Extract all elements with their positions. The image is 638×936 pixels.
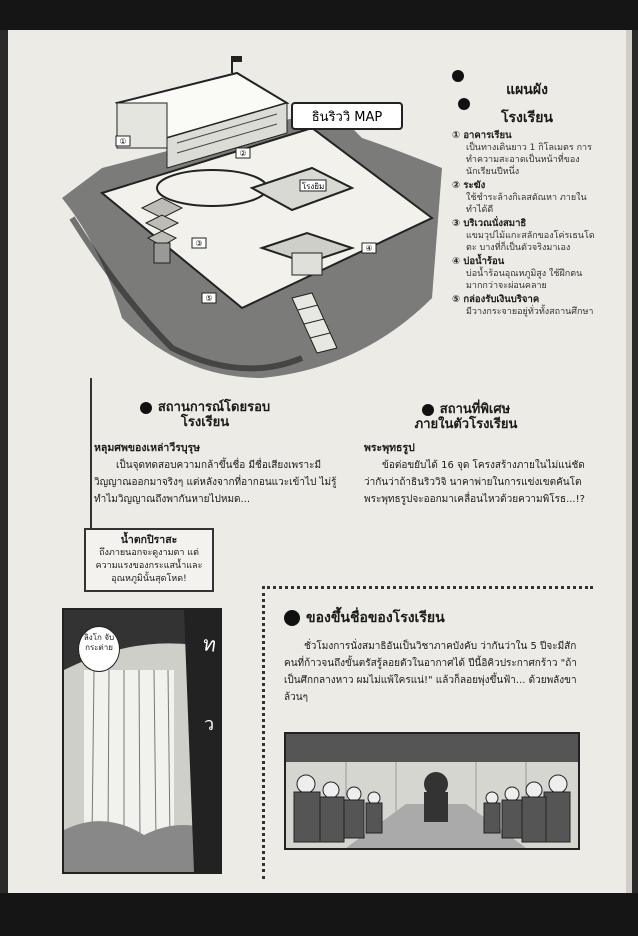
map-pin-5: ⑤ <box>205 294 213 303</box>
map-pin-1: ① <box>119 137 127 146</box>
bullet-icon <box>422 404 434 416</box>
surround-body: เป็นจุดทดสอบความกล้าขึ้นชื่อ มีชื่อเสียงเพราะมีวิญญาณออกมาจริงๆ แต่หลังจากที่อากอนแวะเข้าไป ไม่รู้ทำไมวิญญาณถึงพากันหายไปหมด... <box>94 460 337 505</box>
school-map-legend <box>452 70 602 318</box>
legend-item-desc: แขมวุปไม้แกะสลักของโค่รเธนโดตะ บางที่ก็เป็นตัวจริงมาเอง <box>466 231 595 253</box>
gym-label: โรงยิม <box>301 182 325 191</box>
waterfall-caption <box>84 528 214 592</box>
waterfall-manga-panel <box>62 608 222 874</box>
legend-item-title: ④ บ่อน้ำร้อน <box>452 256 505 267</box>
school-map-illustration <box>62 48 442 388</box>
map-pin-4: ④ <box>365 244 373 253</box>
legend-item-desc: เป็นทางเดินยาว 1 กิโลเมตร การทำความสะอาดเป็นหน้าที่ของนักเรียนปีหนึ่ง <box>466 143 592 177</box>
legend-item <box>452 218 602 254</box>
legend-item <box>452 294 602 318</box>
special-heading <box>356 402 576 432</box>
legend-item-title: ③ บริเวณนั่งสมาธิ <box>452 218 527 229</box>
map-pin-2: ② <box>239 149 247 158</box>
legend-heading <box>452 70 602 126</box>
legend-item <box>452 130 602 178</box>
bullet-icon <box>284 610 300 626</box>
legend-item-title: ② ระฆัง <box>452 180 486 191</box>
bullet-icon <box>458 98 470 110</box>
special-text-block <box>364 440 586 508</box>
top-black-band <box>0 0 638 30</box>
meditation-manga-panel <box>284 732 580 850</box>
famous-heading <box>284 610 524 626</box>
svg-text:ว: ว <box>204 714 215 735</box>
legend-title-line2: โรงเรียน <box>501 110 553 126</box>
special-title-line2: ภายในตัวโรงเรียน <box>414 417 518 432</box>
legend-item-title: ⑤ กล่องรับเงินบริจาค <box>452 294 540 305</box>
special-body: ข้อต่อขยับได้ 16 จุด โครงสร้างภายในไม่แน่ชัด ว่ากันว่าถ้าธินริววิจิ นาคาพ่ายในการแข่งเขตคันโต พระพุทธรูปจะออกมาเคลื่อนไหวด้วยความพิโรธ...!? <box>364 460 585 505</box>
surround-heading <box>100 400 310 430</box>
surround-title-line1: สถานการณ์โดยรอบ <box>157 400 271 415</box>
famous-title: ของขึ้นชื่อของโรงเรียน <box>306 610 445 626</box>
meditation-art <box>286 734 578 848</box>
speech-bubble: ลิงโก จับ กระต่าย <box>78 626 120 672</box>
legend-item-desc: บ่อน้ำร้อนอุณหภูมิสูง ใช้ฝึกตนมากกว่าจะผ่อนคลาย <box>466 269 583 291</box>
section-divider <box>90 378 92 528</box>
surround-text-block <box>94 440 352 508</box>
special-subhead: พระพุทธรูป <box>364 442 415 454</box>
waterfall-title: น้ำตกปิราสะ <box>120 534 178 546</box>
legend-title-line1: แผนผัง <box>506 82 548 98</box>
bullet-icon <box>140 402 152 414</box>
map-title: ธินริววิ MAP <box>311 110 383 125</box>
legend-item-desc: ใช้ชำระล้างกิเลสตัณหา ภายในทำได้ดี <box>466 193 587 215</box>
bottom-black-band <box>0 893 638 936</box>
legend-item-title: ① อาคารเรียน <box>452 130 512 141</box>
bullet-icon <box>452 70 464 82</box>
surround-subhead: หลุมศพของเหล่าวีรบุรุษ <box>94 442 201 454</box>
surround-title-line2: โรงเรียน <box>180 415 230 430</box>
legend-item <box>452 180 602 216</box>
waterfall-desc: ถึงภายนอกจะดูงามตา แต่ความแรงของกระแสน้ำและอุณหภูมินั้นสุดโหด! <box>95 548 203 584</box>
map-pin-3: ③ <box>195 239 203 248</box>
svg-text:ท: ท <box>201 631 218 657</box>
special-title-line1: สถานที่พิเศษ <box>439 402 511 417</box>
legend-item <box>452 256 602 292</box>
legend-item-desc: มีวางกระจายอยู่ทั่วทั้งสถานศึกษา <box>466 307 594 317</box>
famous-body: ชั่วโมงการนั่งสมาธิอันเป็นวิชาภาคบังคับ ว่ากันว่าใน 5 ปีจะมีสักคนที่ก้าวจนถึงขั้นตรัสรู้ลอยตัวในอากาศได้ ปีนี้อิคิวประกาศกร้าว "ถ้าเป็นศึกกลางหาว ผมไม่แพ้ใครแน่!" แล้วก็ลอยพุ่งขึ้นฟ้า... ด้วยพลังขาล้วนๆ <box>284 641 577 703</box>
